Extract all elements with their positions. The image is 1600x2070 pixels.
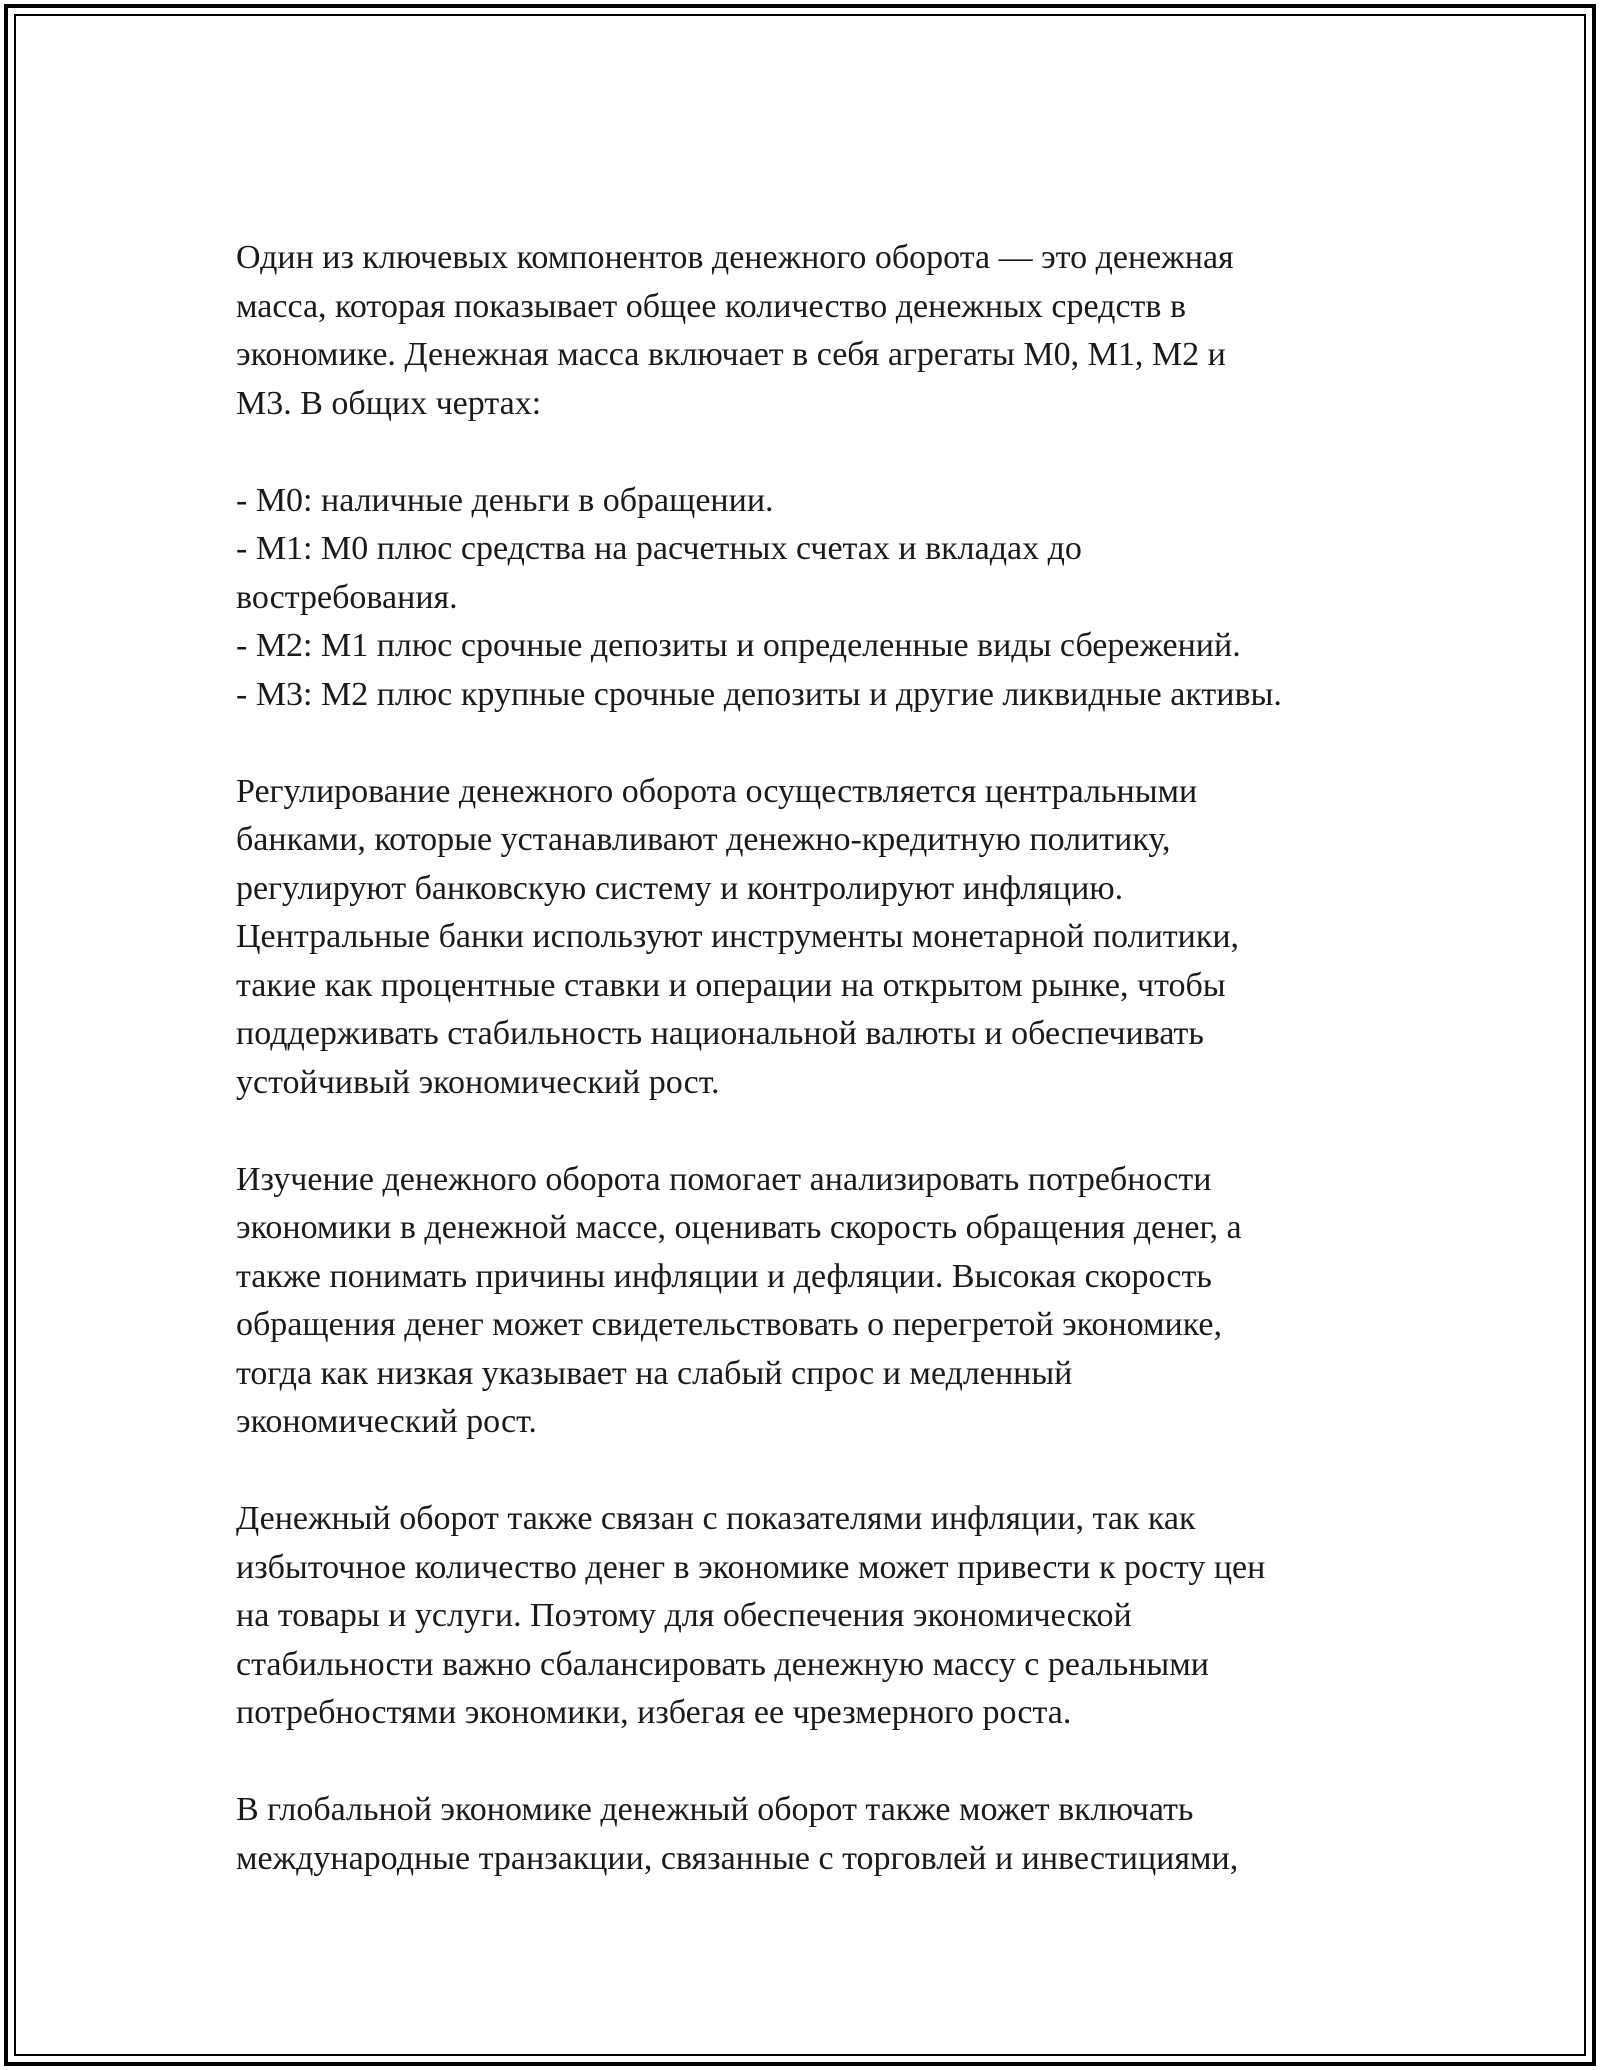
paragraph-study (236, 1156, 1416, 1447)
paragraph-global-economy (236, 1786, 1416, 1883)
text-line: Денежный оборот также связан с показателями инфляции, так как (236, 1500, 1196, 1537)
list-item: - M3: M2 плюс крупные срочные депозиты и другие ликвидные активы. (236, 675, 1282, 713)
text-line: Регулирование денежного оборота осуществляется центральными (236, 772, 1198, 810)
text-line: экономике. Денежная масса включает в себя агрегаты M0, M1, M2 и (236, 336, 1226, 373)
text-line: Один из ключевых компонентов денежного оборота — это денежная (236, 239, 1234, 276)
text-line: экономический рост. (236, 1403, 537, 1440)
text-line: стабильности важно сбалансировать денежную массу с реальными (236, 1645, 1209, 1683)
list-item: - M0: наличные деньги в обращении. (236, 481, 774, 519)
text-line: на товары и услуги. Поэтому для обеспечения экономической (236, 1597, 1132, 1634)
paragraph-aggregates-list (236, 477, 1416, 720)
text-line: регулируют банковскую систему и контролируют инфляцию. (236, 869, 1124, 907)
list-item: - M2: M1 плюс срочные депозиты и определенные виды сбережений. (236, 627, 1241, 664)
text-line: такие как процентные ставки и операции на открытом рынке, чтобы (236, 966, 1226, 1004)
text-line: потребностями экономики, избегая ее чрезмерного роста. (236, 1694, 1072, 1731)
paragraph-inflation (236, 1495, 1416, 1738)
text-line: банками, которые устанавливают денежно-кредитную политику, (236, 821, 1171, 858)
list-item: - M1: M0 плюс средства на расчетных счетах и вкладах до (236, 530, 1082, 567)
text-line: M3. В общих чертах: (236, 384, 542, 422)
text-line: Изучение денежного оборота помогает анализировать потребности (236, 1160, 1212, 1198)
text-line: избыточное количество денег в экономике может привести к росту цен (236, 1548, 1266, 1586)
paragraph-money-supply (236, 234, 1416, 428)
text-line: обращения денег может свидетельствовать о перегретой экономике, (236, 1306, 1222, 1343)
text-line: тогда как низкая указывает на слабый спрос и медленный (236, 1354, 1073, 1392)
text-line: устойчивый экономический рост. (236, 1063, 720, 1101)
document-body (236, 234, 1416, 1932)
text-line: поддерживать стабильность национальной валюты и обеспечивать (236, 1015, 1204, 1052)
text-line: также понимать причины инфляции и дефляции. Высокая скорость (236, 1257, 1212, 1295)
text-line: международные транзакции, связанные с торговлей и инвестициями, (236, 1839, 1239, 1877)
paragraph-regulation (236, 768, 1416, 1108)
text-line: масса, которая показывает общее количество денежных средств в (236, 287, 1187, 325)
text-line: Центральные банки используют инструменты монетарной политики, (236, 918, 1240, 955)
text-line: В глобальной экономике денежный оборот также может включать (236, 1791, 1194, 1828)
text-line: экономики в денежной массе, оценивать скорость обращения денег, а (236, 1209, 1242, 1246)
list-item: востребования. (236, 578, 458, 616)
